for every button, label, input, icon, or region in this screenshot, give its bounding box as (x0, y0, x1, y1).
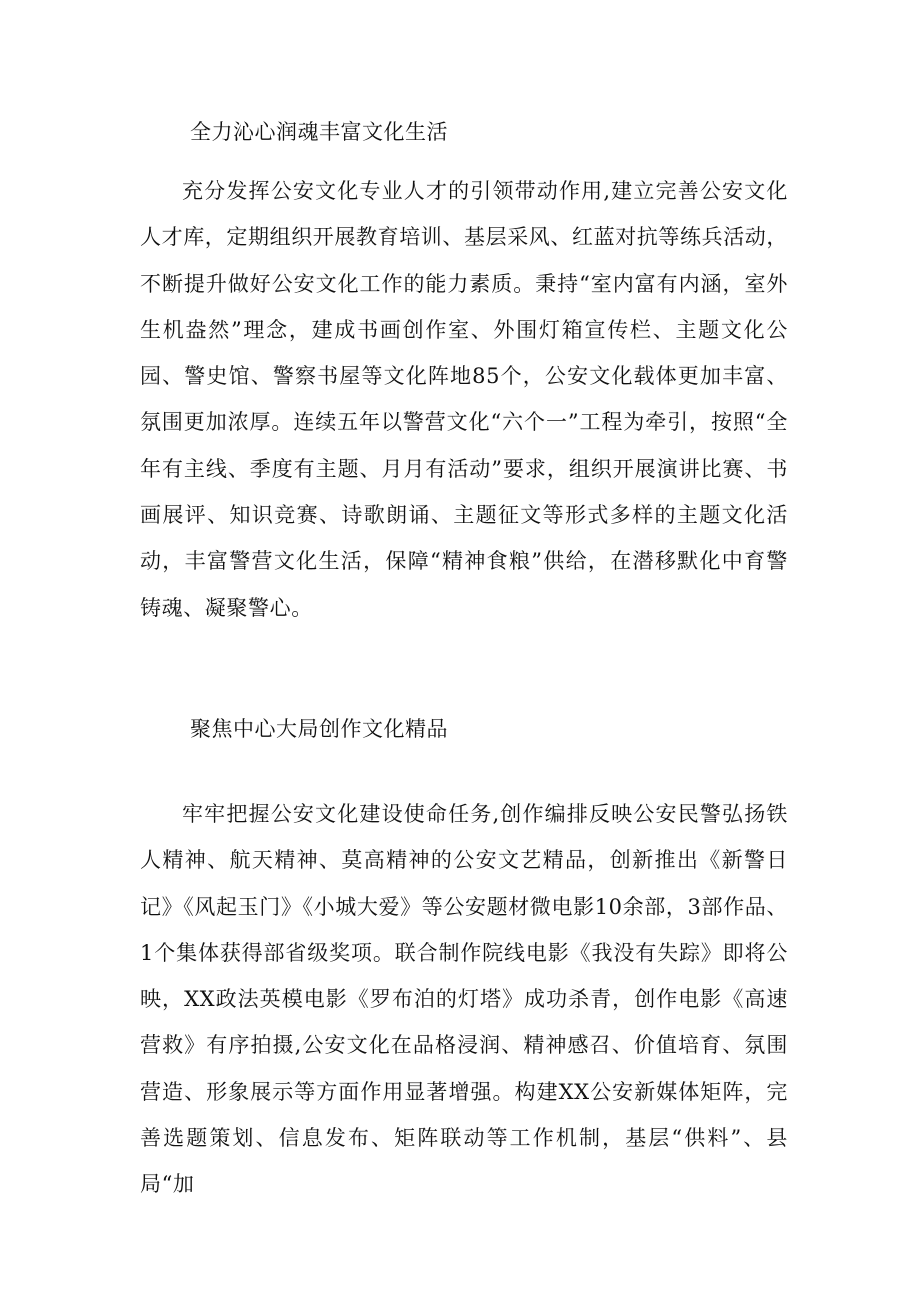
section-body-culture-life: 充分发挥公安文化专业人才的引领带动作用,建立完善公安文化人才库，定期组织开展教育培训、基层采风、红蓝对抗等练兵活动，不断提升做好公安文化工作的能力素质。秉持“室内富有内涵，室外生机盎然”理念，建成书画创作室、外围灯箱宣传栏、主题文化公园、警史馆、警察书屋等文化阵地85个，公安文化载体更加丰富、氛围更加浓厚。连续五年以警营文化“六个一”工程为牵引，按照“全年有主线、季度有主题、月月有活动”要求，组织开展演讲比赛、书画展评、知识竞赛、诗歌朗诵、主题征文等形式多样的主题文化活动，丰富警营文化生活，保障“精神食粮”供给，在潜移默化中育警铸魂、凝聚警心。 (140, 179, 788, 620)
section-heading-culture-works: 聚焦中心大局创作文化精品 (190, 717, 448, 741)
section-heading-culture-life: 全力沁心润魂丰富文化生活 (190, 120, 448, 144)
section-body-culture-works: 牢牢把握公安文化建设使命任务,创作编排反映公安民警弘扬铁人精神、航天精神、莫高精神的公安文艺精品，创新推出《新警日记》《风起玉门》《小城大爱》等公安题材微电影10余部，3部作品、1个集体获得部省级奖项。联合制作院线电影《我没有失踪》即将公映，XX政法英模电影《罗布泊的灯塔》成功杀青，创作电影《高速营救》有序拍摄,公安文化在品格浸润、精神感召、价值培育、氛围营造、形象展示等方面作用显著增强。构建XX公安新媒体矩阵，完善选题策划、信息发布、矩阵联动等工作机制，基层“供料”、县局“加 (140, 802, 788, 1197)
